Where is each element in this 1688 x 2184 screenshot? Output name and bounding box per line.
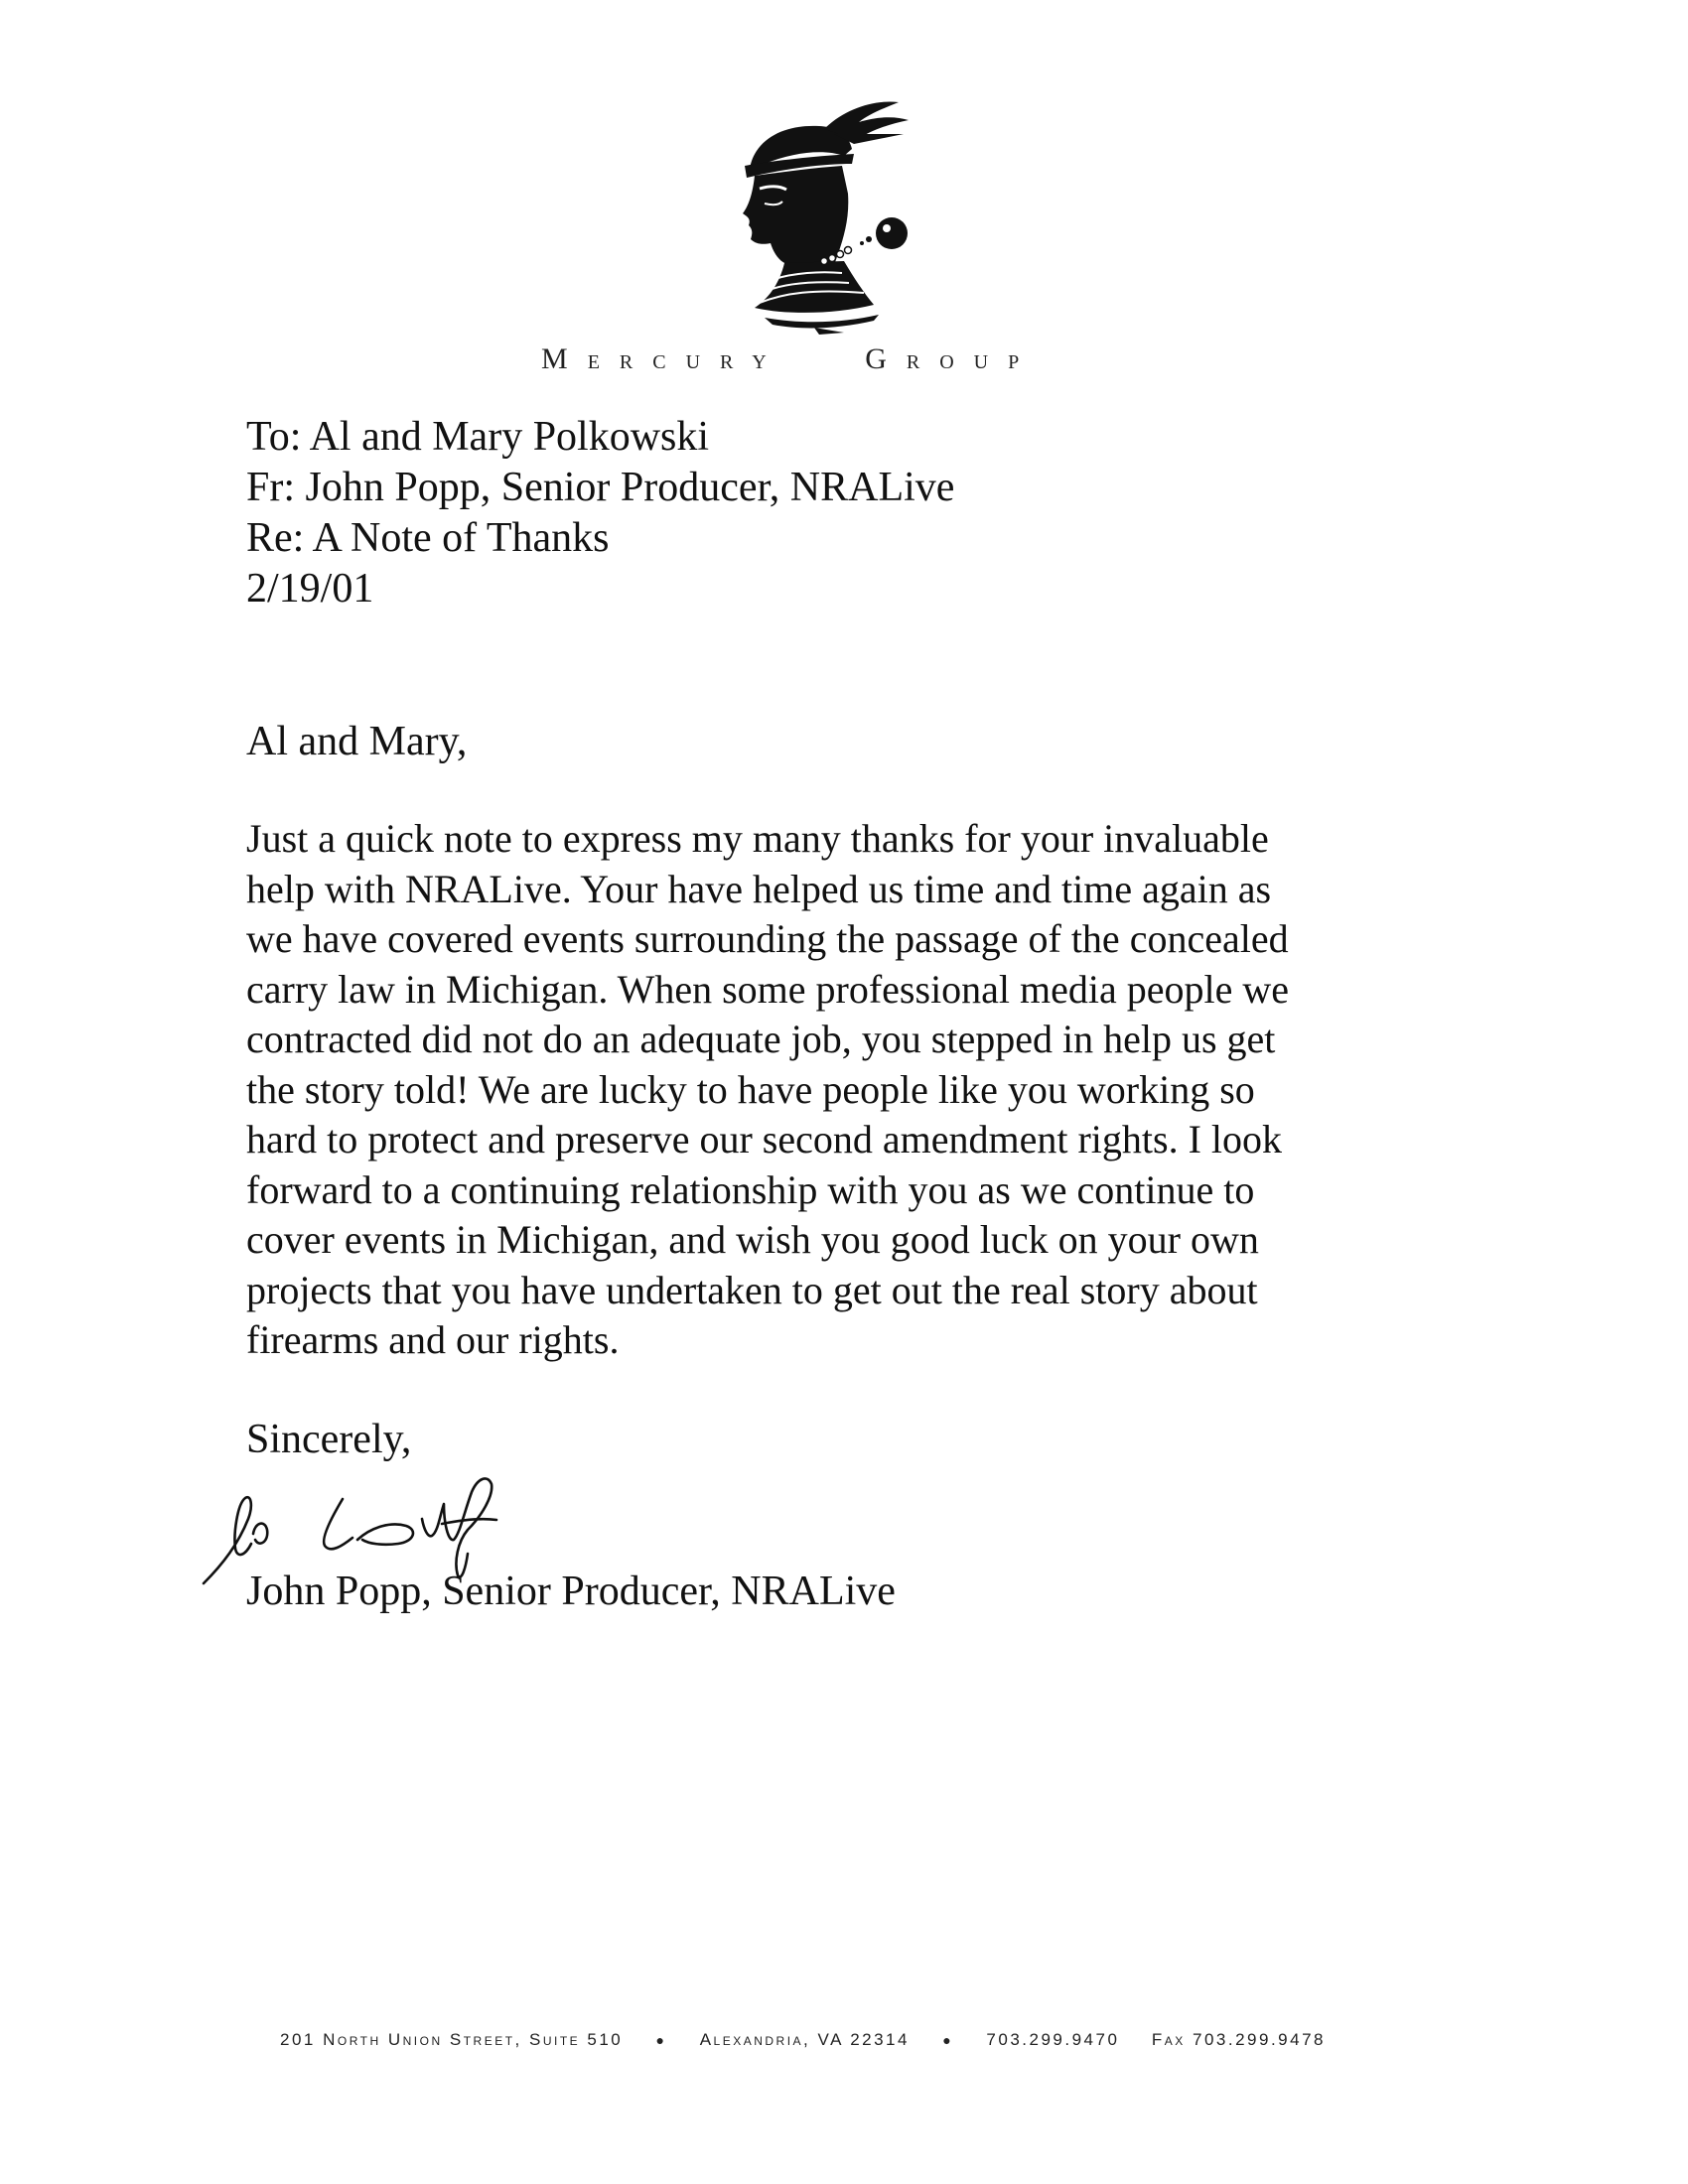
footer-address: 201 North Union Street, Suite 510 (280, 2030, 624, 2049)
mercury-head-logo (725, 94, 923, 338)
body-line: cover events in Michigan, and wish you good luck on your own (246, 1217, 1259, 1262)
letter-body (246, 814, 1418, 1366)
body-line: Just a quick note to express my many thanks for your invaluable (246, 816, 1269, 861)
body-line: forward to a continuing relationship with you as we continue to (246, 1166, 1255, 1212)
body-line: we have covered events surrounding the passage of the concealed (246, 916, 1289, 961)
letterhead-footer (280, 2030, 1326, 2050)
memo-date: 2/19/01 (246, 566, 374, 612)
body-line: help with NRALive. Your have helped us time and time again as (246, 866, 1272, 911)
footer-city: Alexandria, VA 22314 (699, 2030, 910, 2049)
body-line: firearms and our rights. (246, 1317, 620, 1362)
memo-to: To: Al and Mary Polkowski (246, 414, 710, 460)
closing: Sincerely, (246, 1417, 412, 1462)
footer-phone: 703.299.9470 (986, 2030, 1120, 2049)
company-name: MERCURY GROUP (541, 342, 1040, 375)
body-line: hard to protect and preserve our second amendment rights. I look (246, 1117, 1283, 1161)
body-line: carry law in Michigan. When some professional media people we (246, 966, 1290, 1012)
bullet-separator: ● (655, 2032, 667, 2048)
body-line: contracted did not do an adequate job, you stepped in help us get (246, 1017, 1276, 1061)
footer-fax: Fax 703.299.9478 (1151, 2030, 1326, 2049)
body-line: projects that you have undertaken to get out the real story about (246, 1267, 1258, 1312)
signer-name: John Popp, Senior Producer, NRALive (246, 1569, 896, 1614)
memo-re: Re: A Note of Thanks (246, 515, 610, 561)
memo-from: Fr: John Popp, Senior Producer, NRALive (246, 465, 955, 510)
body-line: the story told! We are lucky to have people like you working so (246, 1066, 1255, 1112)
salutation: Al and Mary, (246, 719, 468, 764)
memo-header (246, 412, 954, 614)
bullet-separator: ● (942, 2032, 954, 2048)
